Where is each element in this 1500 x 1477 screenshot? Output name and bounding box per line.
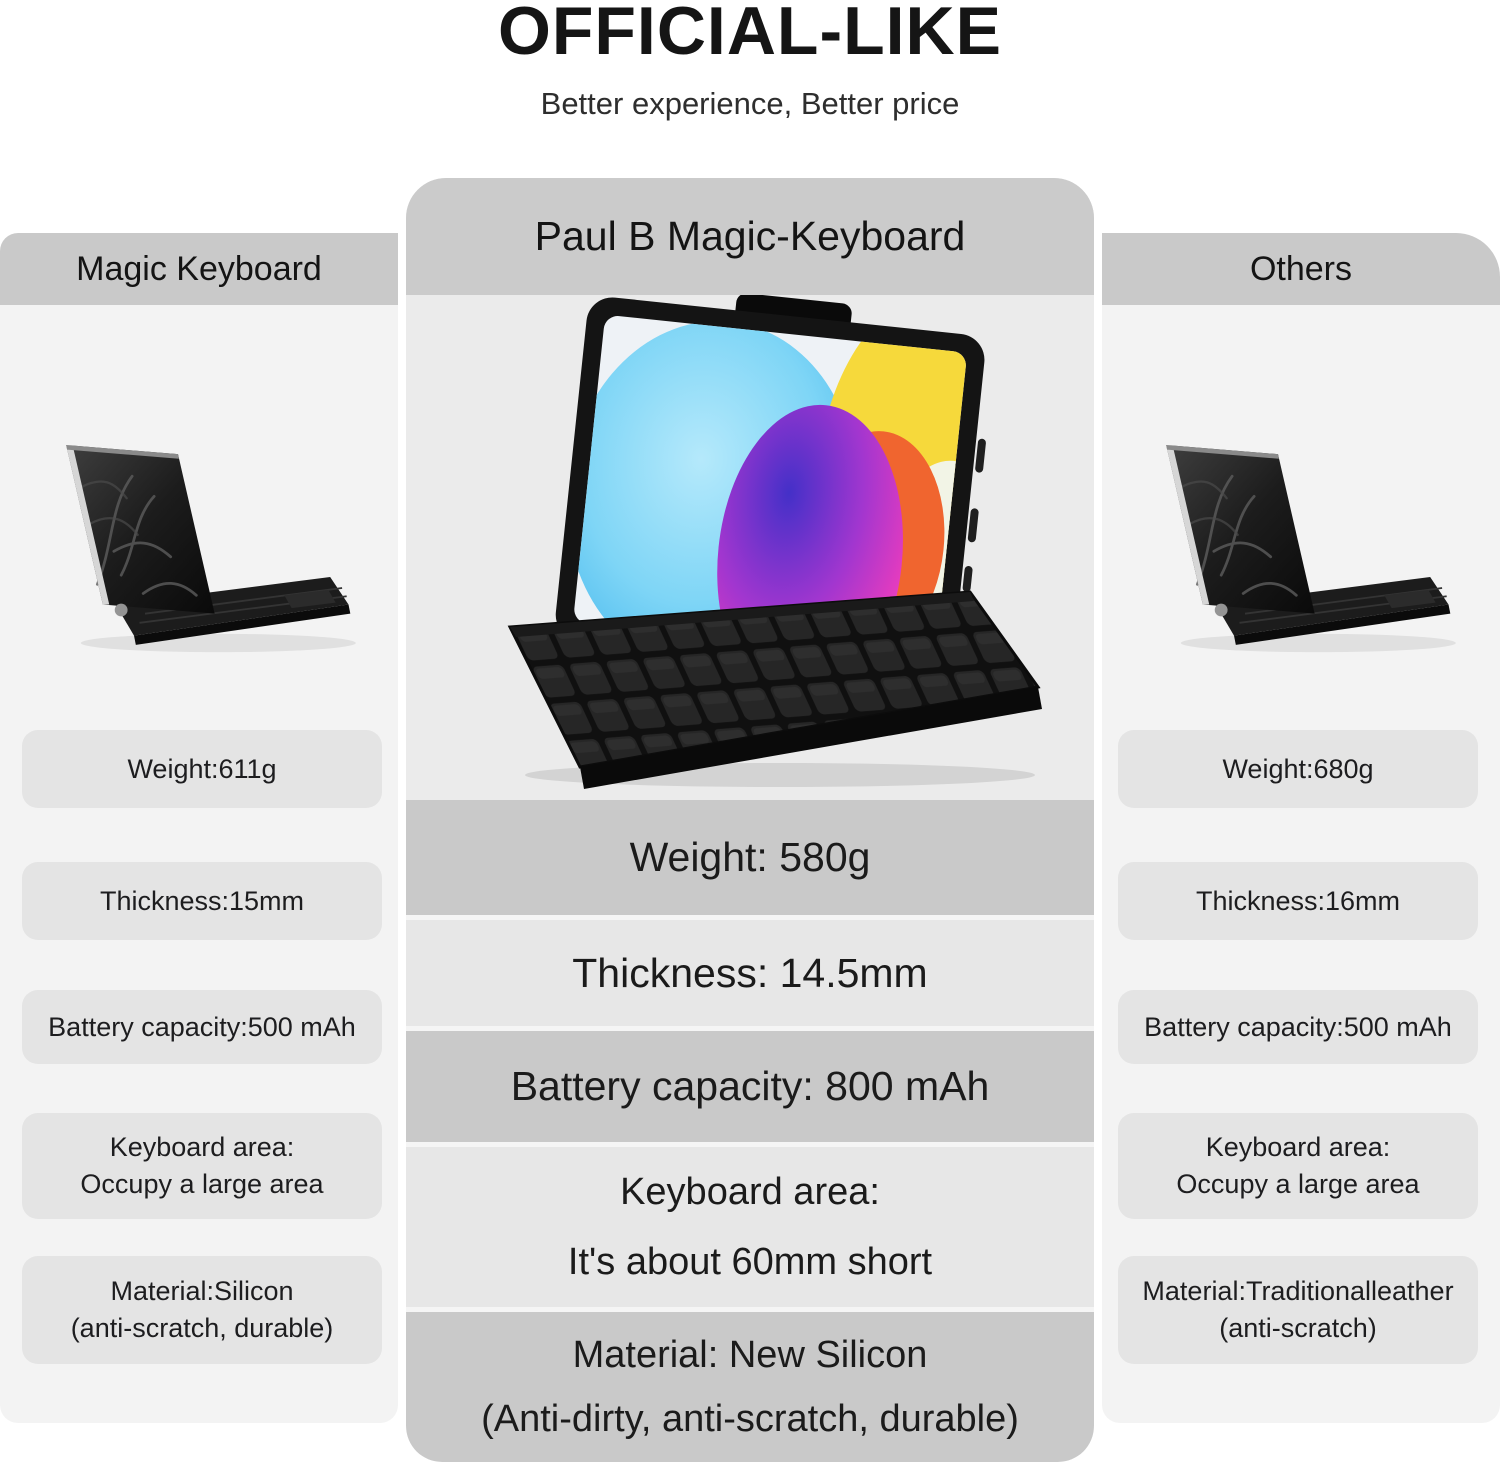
right-spec-keyboard-area: Keyboard area: Occupy a large area: [1118, 1113, 1478, 1219]
page-title: OFFICIAL-LIKE: [497, 0, 1003, 69]
left-column-header: [0, 233, 398, 305]
right-spec-material: Material:Traditionalleather (anti-scratch): [1118, 1256, 1478, 1364]
page-subtitle: Better experience, Better price: [540, 86, 960, 121]
center-spec-rows: [406, 800, 1094, 1462]
right-column-header: [1102, 233, 1500, 305]
right-spec-thickness: Thickness:16mm: [1118, 862, 1478, 940]
center-spec-weight: Weight: 580g: [406, 800, 1094, 915]
center-spec-thickness: Thickness: 14.5mm: [406, 920, 1094, 1026]
right-spec-weight: Weight:680g: [1118, 730, 1478, 808]
center-product-stage: [406, 295, 1094, 800]
left-column-title: Magic Keyboard: [76, 249, 322, 288]
left-spec-weight: Weight:611g: [22, 730, 382, 808]
center-card-header: [406, 178, 1094, 295]
center-card: [406, 178, 1094, 1462]
center-spec-material: Material: New Silicon (Anti-dirty, anti-scratch, durable): [406, 1312, 1094, 1462]
left-spec-material: Material:Silicon (anti-scratch, durable): [22, 1256, 382, 1364]
left-spec-thickness: Thickness:15mm: [22, 862, 382, 940]
right-spec-battery: Battery capacity:500 mAh: [1118, 990, 1478, 1064]
center-spec-battery: Battery capacity: 800 mAh: [406, 1031, 1094, 1142]
right-column-title: Others: [1249, 249, 1353, 288]
center-spec-keyboard-area: Keyboard area: It's about 60mm short: [406, 1147, 1094, 1307]
others-product-image: [1120, 368, 1480, 698]
magic-keyboard-product-image: [20, 368, 380, 698]
center-card-title: Paul B Magic-Keyboard: [534, 213, 966, 259]
left-spec-battery: Battery capacity:500 mAh: [22, 990, 382, 1064]
paulb-keyboard-product-image: [440, 295, 1060, 800]
left-spec-keyboard-area: Keyboard area: Occupy a large area: [22, 1113, 382, 1219]
